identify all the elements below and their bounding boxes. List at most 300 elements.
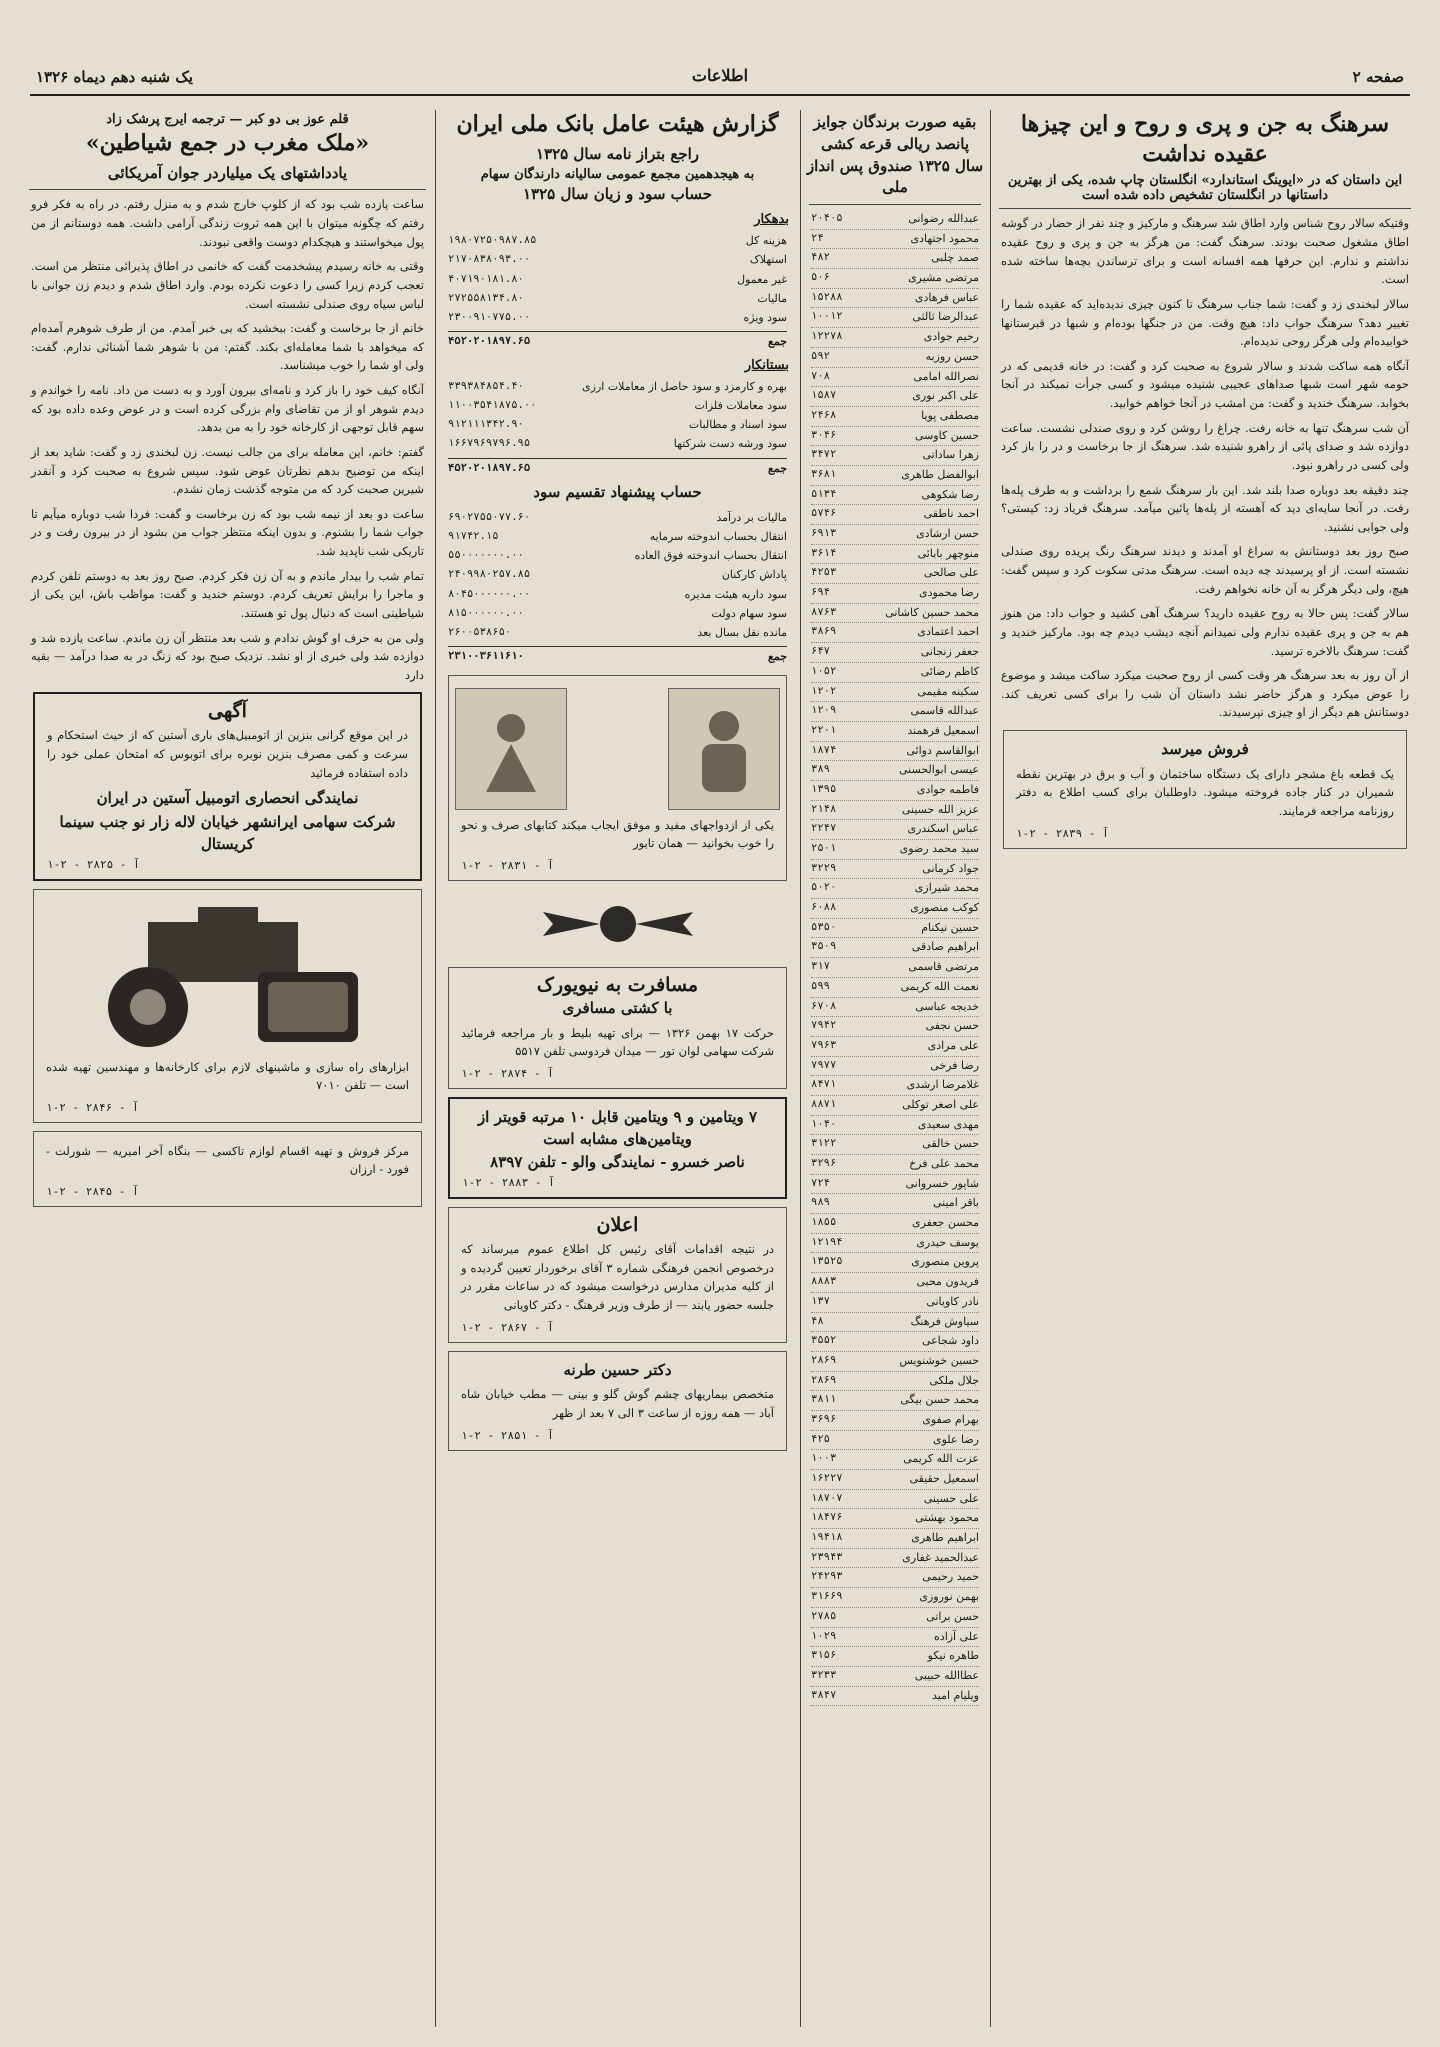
row-label: رضا محمودی: [918, 586, 979, 600]
row-value: ۱۲۰۲: [811, 684, 837, 697]
row-value: ۲۳۹۴۳: [811, 1550, 843, 1563]
row-label: حسن براتی: [926, 1609, 979, 1623]
table-row: [448, 565, 787, 584]
sale-ad: [1003, 730, 1407, 849]
sale-ad-title: فروش میرسد: [1161, 740, 1249, 758]
table-row: [811, 958, 979, 978]
row-value: ۲۴۲۹۳: [811, 1570, 843, 1583]
travel-ad-text: حرکت ۱۷ بهمن ۱۳۲۶ — برای تهیه بلیط و بار مراجعه فرمائید شرکت سهامی لوان تور — میدان فردوسی تلفن ۵۵۱۷: [461, 1025, 774, 1059]
row-value: ۲۵۰۱: [811, 842, 837, 854]
table-row: [448, 250, 787, 269]
table-row: [811, 1588, 979, 1608]
table-row: [811, 1076, 979, 1096]
row-value: ۲۶۰۰۵۳۸۶۵۰: [448, 626, 512, 639]
story-paragraph: آنگاه همه ساکت شدند و سالار شروع به صحبت کرد و گفت: در خانه قدیمی که در حومه شهر است شبها صداهای عجیبی شنیده میشود و کسی جرأت نمیکند در آنجا بخوابد. سرهنگ خندید و گفت: من امشب در آنجا خواهم خوابید.: [1001, 358, 1409, 410]
row-value: ۱۸۷۰۷: [811, 1491, 843, 1504]
table-row: [811, 998, 979, 1018]
row-value: ۲۴۶۸: [811, 408, 837, 421]
table-row: [811, 840, 979, 860]
row-label: مهدی سعیدی: [917, 1117, 979, 1131]
serial-column: [25, 110, 430, 2027]
row-value: ۲۳۰۰۹۱۰۷۷۵.۰۰: [448, 311, 531, 324]
row-label: محمد حسن بیگی: [900, 1393, 979, 1407]
row-label: رضا فرخی: [930, 1058, 979, 1072]
illustrated-ad: [448, 675, 787, 881]
row-value: ۳۱۲۲: [811, 1137, 837, 1150]
row-value: ۳۸۶۹: [811, 625, 837, 638]
story-paragraph: چند دقیقه بعد دوباره صدا بلند شد. این بار سرهنگ شمع را برداشت و به طرف پله‌ها رفت. در آنجا سایه‌ای دید که آهسته از پله‌ها پائین میآمد. سرهنگ فریاد زد: کیستی؟ ولی جوابی نشنید.: [1001, 482, 1409, 534]
row-label: محمد علی فرخ: [909, 1157, 979, 1170]
notice: [448, 1207, 787, 1343]
row-label: محمد شیرازی: [914, 881, 979, 895]
notice-title: اعلان: [596, 1214, 639, 1237]
table-row: [811, 1332, 979, 1352]
table-row: [811, 269, 979, 289]
austin-ad-line: نمایندگی انحصاری اتومبیل آستین در ایران: [96, 789, 359, 808]
table-row: [811, 210, 979, 230]
row-value: ۳۵۵۲: [811, 1334, 837, 1347]
row-label: جعفر زنجانی: [920, 645, 979, 659]
row-label: ابوالفضل طاهری: [901, 467, 979, 481]
divider: [29, 189, 426, 190]
row-value: ۲۲۰۱: [811, 723, 837, 736]
row-label: کاظم رضائی: [920, 664, 979, 678]
row-value: ۱۰۵۲: [811, 664, 837, 677]
row-value: ۷۹۴۲: [811, 1019, 837, 1032]
row-value: ۶۹۱۳: [811, 527, 837, 539]
row-value: ۲۸۶۹: [811, 1373, 837, 1386]
travel-ad-title: مسافرت به نیویورک: [536, 973, 699, 996]
row-value: ۶۷۰۸: [811, 999, 837, 1012]
winners-column: [805, 110, 985, 2027]
serial-subhead: یادداشتهای یک میلیاردر جوان آمریکائی: [107, 163, 348, 182]
table-row: [811, 505, 979, 525]
credit-total: [448, 458, 787, 478]
row-label: رضا شکوهی: [921, 487, 979, 501]
row-value: ۲۲۴۷: [811, 822, 837, 835]
table-row: [811, 1490, 979, 1510]
row-label: اسمعیل حقیقی: [909, 1472, 979, 1485]
row-value: ۸۷۶۳: [811, 605, 837, 618]
row-label: مرتضی مشیری: [908, 271, 979, 285]
table-row: [811, 289, 979, 309]
serial-paragraph: خانم از جا برخاست و گفت: ببخشید که بی خبر آمدم. من از طرف شوهرم آمده‌ام که میخواهد با شما معامله‌ای بکند. گفتم: من با شوهر شما آشنائی ندارم. گفت: ولی او شما را خوب میشناسد.: [31, 321, 424, 373]
credit-table: [448, 377, 787, 454]
doctor-ad: [448, 1351, 787, 1451]
table-row: [811, 879, 979, 899]
row-value: ۲۷۲۵۵۸۱۳۴.۸۰: [448, 291, 524, 304]
row-value: ۲۴: [811, 231, 824, 244]
author-line: قلم عوز بی دو کبر — ترجمه ایرج پرشک زاد: [106, 112, 349, 127]
row-label: حسین کاوسی: [914, 428, 979, 442]
row-value: ۳۳۹۳۸۴۸۵۴.۴۰: [448, 379, 524, 392]
row-label: مصطفی پویا: [921, 408, 979, 422]
serial-paragraph: گفتم: خانم، این معامله برای من جالب نیست. زن لبخندی زد و گفت: شاید بعد از اینکه من توضیح بدهم نظرتان عوض شود. سپس شروع به صحبت کرد و آنقدر شیرین صحبت کرد که من متوجه گذشت زمان نشدم.: [31, 444, 424, 497]
table-row: [811, 427, 979, 447]
row-label: احمد ناطقی: [923, 507, 979, 521]
row-label: بهره و کارمزد و سود حاصل از معاملات ارزی: [582, 379, 787, 393]
table-row: [811, 742, 979, 762]
row-label: حسین نیکنام: [921, 920, 979, 934]
row-label: محمود بهشتی: [915, 1511, 979, 1525]
row-label: هزینه کل: [745, 234, 787, 248]
table-row: [811, 1372, 979, 1392]
row-value: ۶۰۸۸: [811, 901, 837, 914]
row-value: ۷۹۶۳: [811, 1038, 837, 1051]
austin-ad-line: شرکت سهامی ایرانشهر خیابان لاله زار نو جنب سینما کریستال: [59, 813, 396, 853]
table-row: [811, 1155, 979, 1175]
row-value: ۳۰۴۶: [811, 428, 837, 441]
debit-label: بدهکار: [754, 212, 789, 228]
austin-ad: [33, 692, 422, 880]
ad-code: آ - ۲۸۲۵ - ۲-۱: [47, 857, 140, 871]
row-value: ۳۱۷: [811, 960, 830, 973]
table-row: [811, 328, 979, 348]
row-label: محسن جعفری: [911, 1216, 979, 1230]
table-row: [448, 231, 787, 250]
table-row: [811, 1057, 979, 1077]
row-value: ۵۹۹: [811, 979, 830, 992]
story-paragraph: از آن روز به بعد سرهنگ هر وقت کسی از روح صحبت میکرد ساکت میشد و موضوع را عوض میکرد و هرگز حاضر نشد داستان آن شب را برای کسی تعریف کند. دوستانش هم دیگر از او چیزی نپرسیدند.: [1001, 668, 1409, 720]
serial-paragraph: ساعت دو بعد از نیمه شب بود که زن برخاست و گفت: فردا شب دوباره میآیم تا جواب شما را بشنوم. و بدون اینکه منتظر جواب من بشود از در بیرون رفت و در تاریکی شب ناپدید شد.: [31, 506, 424, 559]
row-value: ۳۸۹: [811, 763, 830, 776]
austin-ad-text: در این موقع گرانی بنزین از اتومبیل‌های باری آستین که از حیث استحکام و سرعت و کمی مصرف بنزین نوبره برای اتوبوس که امتحان عملی خود را داده استفاده فرمائید: [47, 728, 408, 780]
row-label: علی حسینی: [923, 1491, 979, 1505]
table-row: [811, 1194, 979, 1214]
table-row: [811, 387, 979, 407]
row-label: سیاوش فرهنگ: [910, 1314, 979, 1328]
row-value: ۱۹۸۰۷۲۵۰۹۸۷.۸۵: [448, 234, 537, 247]
row-label: حسن روزبه: [925, 349, 979, 363]
row-value: ۱۸۵۵: [811, 1216, 837, 1229]
report-subhead: راجع بتراز نامه سال ۱۳۲۵: [535, 144, 700, 163]
total-label: جمع: [767, 461, 787, 475]
row-value: ۳۲۹۶: [811, 1157, 837, 1169]
row-value: ۱۰۰۱۲: [811, 310, 843, 323]
row-label: مالیات بر درآمد: [716, 510, 787, 524]
row-value: ۸۸۷۱: [811, 1097, 837, 1110]
ad-code: آ - ۲۸۵۱ - ۲-۱: [461, 1428, 554, 1442]
story-headline: سرهنگ به جن و پری و روح و این چیزها عقیده نداشت: [1020, 111, 1390, 167]
total-label: جمع: [767, 650, 787, 664]
total-value: ۴۵۲۰۲۰۱۸۹۷.۶۵: [448, 335, 531, 348]
table-row: [811, 1647, 979, 1667]
serial-paragraph: تمام شب را بیدار ماندم و به آن زن فکر کردم. صبح روز بعد به دوستم تلفن کردم و ماجرا را برایش تعریف کردم. دوستم خندید و گفت: مواظب باش، این یکی از شیاطینی است که دنبال پول تو هستند.: [31, 568, 424, 620]
report-headline: گزارش هیئت عامل بانک ملی ایران: [456, 111, 779, 137]
row-label: انتقال بحساب اندوخته سرمایه: [649, 529, 787, 543]
row-label: سود داریه هیئت مدیره: [684, 587, 787, 601]
doctor-ad-title: دکتر حسین طرنه: [563, 1360, 672, 1379]
row-label: حسن خالقی: [922, 1137, 979, 1151]
sale-ad-text: یک قطعه باغ مشجر دارای یک دستگاه ساختمان و آب و برق در بهترین نقطه شمیران در کنار جاده فروخته میشود. داوطلبان برای کسب اطلاع به دفتر روزنامه مراجعه فرمایند.: [1016, 766, 1394, 818]
table-row: [811, 1293, 979, 1313]
row-label: مالیات: [757, 291, 787, 305]
row-label: حسن نجفی: [925, 1019, 979, 1033]
table-row: [811, 308, 979, 328]
table-row: [811, 1450, 979, 1470]
winners-heading: بقیه صورت برندگان جوایز پانصد ریالی قرعه کشی سال ۱۳۲۵ صندوق پس انداز ملی: [806, 113, 984, 197]
row-label: غلامرضا ارشدی: [906, 1078, 979, 1092]
row-value: ۲۴۰۹۹۸۰۲۵۷.۸۵: [448, 568, 531, 581]
table-row: [811, 919, 979, 939]
table-row: [811, 1529, 979, 1549]
column-rule: [800, 110, 801, 2027]
debit-total: [448, 331, 787, 351]
row-value: ۵۷۴۶: [811, 507, 837, 520]
row-label: عیسی ابوالحسنی: [899, 763, 979, 777]
ad-text: یکی از ازدواجهای مفید و موفق ایجاب میکند کتابهای صرف و نحو را خوب بخوانید — همان تایور: [461, 817, 774, 851]
winged-emblem-icon: [538, 889, 698, 959]
row-label: عبدالرضا ثالثی: [912, 310, 979, 324]
row-label: شاپور خسروانی: [905, 1176, 979, 1190]
row-value: ۱۸۷۴: [811, 743, 837, 756]
divider: [999, 208, 1411, 209]
row-value: ۹۱۲۱۱۱۳۴۲.۹۰: [448, 418, 524, 431]
table-row: [811, 1391, 979, 1411]
road-roller-icon: [78, 902, 378, 1052]
story-column: [995, 110, 1415, 2027]
table-row: [448, 508, 787, 527]
row-label: عبدالحمید غفاری: [902, 1550, 979, 1564]
man-figure-image: [668, 688, 780, 810]
table-row: [811, 1568, 979, 1588]
total-value: ۴۵۲۰۲۰۱۸۹۷.۶۵: [448, 461, 531, 474]
row-value: ۱۹۴۱۸: [811, 1531, 843, 1544]
story-paragraph: سالار گفت: پس حالا به روح عقیده دارید؟ سرهنگ آهی کشید و جواب داد: من هنوز هم به جن و پری عقیده ندارم ولی نمیدانم آنچه دیشب دیدم چه بود. مارکیز خندید و گفت: سرهنگ بالاخره ترسید.: [1001, 606, 1409, 658]
divider: [809, 204, 981, 205]
row-value: ۳۸۴۷: [811, 1688, 837, 1701]
woman-silhouette-icon: [476, 704, 546, 794]
row-value: ۲۸۶۹: [811, 1353, 837, 1366]
proposal-table: [448, 508, 787, 643]
table-row: [811, 1687, 979, 1707]
row-value: ۸۰۴۵۰۰۰۰۰۰.۰۰: [448, 587, 531, 600]
issue-date: یک شنبه دهم دیماه ۱۳۲۶: [36, 68, 193, 86]
story-paragraph: صبح روز بعد دوستانش به سراغ او آمدند و دیدند سرهنگ رنگ پریده روی صندلی نشسته است. از او پرسیدند چه دیده است. سرهنگ مدتی سکوت کرد و سپس گفت: هیچ، ولی دیگر هرگز به آن خانه نخواهم رفت.: [1001, 544, 1409, 596]
table-row: [811, 1273, 979, 1293]
serial-paragraph: وقتی به خانه رسیدم پیشخدمت گفت که خانمی در اطاق پذیرائی منتظر من است. تعجب کردم زیرا کسی را دعوت نکرده بودم. وارد اطاق شدم و دیدم زن جوانی با لباس سیاه روی صندلی نشسته است.: [31, 259, 424, 311]
roller-ad: [33, 889, 422, 1123]
bank-report-column: [440, 110, 795, 2027]
row-value: ۶۹۰۲۷۵۵۰۷۷.۶۰: [448, 510, 531, 523]
row-value: ۶۴۷: [811, 645, 830, 658]
vitamin-ad: [448, 1097, 787, 1199]
row-label: احمد اعتمادی: [917, 625, 979, 639]
row-label: استهلاک: [749, 253, 787, 267]
row-label: سود سهام دولت: [711, 606, 787, 620]
row-value: ۵۰۲۰: [811, 881, 837, 894]
row-label: حسن ارشادی: [916, 527, 979, 540]
table-row: [811, 564, 979, 584]
column-rule: [435, 110, 436, 2027]
winners-list: [811, 210, 979, 1706]
row-label: عبدالله رضوانی: [908, 212, 979, 225]
table-row: [448, 308, 787, 327]
table-row: [811, 722, 979, 742]
story-paragraph: آن شب سرهنگ تنها به خانه رفت. چراغ را روشن کرد و روی صندلی نشست. ساعت دوازده شد و صدای پائی از راهرو شنیده شد. سرهنگ از جا برخاست و در را باز کرد ولی کسی در راهرو نبود.: [1001, 420, 1409, 472]
table-row: [448, 527, 787, 546]
row-value: ۶۹۴: [811, 586, 830, 599]
row-value: ۱۰۴۰: [811, 1117, 837, 1130]
row-value: ۱۳۵۲۵: [811, 1255, 843, 1268]
row-label: علی اصغر توکلی: [902, 1097, 979, 1111]
table-row: [811, 801, 979, 821]
row-label: عباس فرهادی: [914, 290, 979, 304]
table-row: [448, 377, 787, 396]
table-row: [811, 604, 979, 624]
row-label: محمود اجتهادی: [910, 231, 979, 245]
roller-ad-text: ابزارهای راه سازی و ماشینهای لازم برای کارخانه‌ها و مهندسین تهیه شده است — تلفن ۷۰۱۰: [46, 1059, 409, 1093]
row-label: زهرا ساداتی: [922, 448, 979, 462]
row-label: فاطمه جوادی: [916, 782, 979, 796]
row-value: ۳۲۳۳: [811, 1668, 837, 1681]
doctor-ad-text: متخصص بیماریهای چشم گوش گلو و بینی — مطب خیابان شاه آباد — همه روزه از ساعت ۳ الی ۷ بعد از ظهر: [461, 1387, 774, 1421]
row-value: ۱۵۸۷: [811, 389, 837, 402]
row-value: ۲۱۷۰۸۳۸۰۹۳.۰۰: [448, 253, 531, 266]
row-value: ۸۴۷۱: [811, 1078, 837, 1091]
table-row: [448, 289, 787, 308]
row-label: سود ورشه دست شرکتها: [673, 437, 787, 451]
row-value: ۷۹۷۷: [811, 1058, 837, 1071]
row-value: ۳۴۷۲: [811, 448, 837, 461]
row-label: حسین خوشنویس: [899, 1353, 979, 1367]
row-label: پاداش کارکنان: [721, 568, 787, 582]
row-label: رحیم جوادی: [923, 330, 979, 344]
row-label: ویلیام امید: [931, 1688, 979, 1702]
row-label: کوکب منصوری: [910, 901, 979, 915]
row-value: ۱۵۲۸۸: [811, 290, 843, 303]
travel-ad: [448, 967, 787, 1089]
row-label: سید محمد رضوی: [899, 842, 979, 855]
row-label: ابراهیم صادقی: [911, 940, 979, 954]
row-label: منوچهر بابائی: [917, 546, 979, 560]
table-row: [448, 623, 787, 642]
table-row: [448, 270, 787, 289]
table-row: [811, 1470, 979, 1490]
story-subhead: این داستان که در «ایوینگ استاندارد» انگلستان چاپ شده، یکی از بهترین داستانها در انگلستان تشخیص داده شده است: [1007, 173, 1403, 204]
row-value: ۷۰۸: [811, 369, 830, 382]
row-label: صمد چلبی: [931, 251, 979, 265]
table-row: [448, 604, 787, 623]
table-row: [811, 1214, 979, 1234]
row-label: اسمعیل فرهمند: [907, 723, 979, 737]
row-value: ۳۶۱۴: [811, 546, 837, 559]
table-row: [811, 663, 979, 683]
story-paragraph: سالار لبخندی زد و گفت: شما جناب سرهنگ تا کنون چیزی ندیده‌اید که عقیده شما را تغییر دهد؟ سرهنگ جواب داد: هیچ وقت. من در جنگها بوده‌ام و شبها در قبرستانها خوابیده‌ام ولی هرگز روحی ندیده‌ام.: [1001, 296, 1409, 349]
table-row: [811, 899, 979, 919]
proposal-title: حساب پیشنهاد تقسیم سود: [533, 482, 702, 501]
ad-code: آ - ۲۸۴۶ - ۲-۱: [46, 1100, 139, 1114]
row-label: غیر معمول: [737, 272, 787, 286]
row-value: ۱۲۰۹: [811, 704, 837, 717]
table-row: [448, 646, 787, 666]
table-row: [811, 1431, 979, 1451]
credit-label: بستانکار: [744, 357, 789, 373]
table-row: [811, 249, 979, 269]
ad-code: آ - ۲۸۴۵ - ۲-۱: [46, 1185, 139, 1199]
row-value: ۱۰۰۳: [811, 1452, 837, 1465]
row-label: خدیجه عباسی: [915, 999, 979, 1013]
table-row: [811, 820, 979, 840]
row-value: ۸۱۵۰۰۰۰۰۰.۰۰: [448, 606, 524, 619]
row-label: عزیز الله حسینی: [901, 802, 979, 816]
table-row: [448, 396, 787, 415]
row-label: سود اسناد و مطالبات: [688, 418, 787, 432]
table-row: [811, 623, 979, 643]
ad-code: آ - ۲۸۸۳ - ۲-۱: [462, 1176, 555, 1190]
row-value: ۵۹۲: [811, 349, 830, 362]
row-label: ابوالقاسم دوائی: [906, 743, 979, 757]
table-row: [811, 466, 979, 486]
row-label: یوسف حیدری: [916, 1235, 979, 1249]
ad-code: آ - ۲۸۶۷ - ۲-۱: [461, 1320, 554, 1334]
table-row: [811, 525, 979, 545]
taxi-ad-text: مرکز فروش و تهیه اقسام لوازم تاکسی — بنگاه آخر امیریه — شورلت - فورد - ارزان: [46, 1143, 409, 1177]
ad-artwork: [455, 688, 780, 810]
row-value: ۸۸۸۳: [811, 1275, 837, 1288]
row-value: ۴۸: [811, 1314, 824, 1327]
table-row: [811, 584, 979, 604]
table-row: [811, 407, 979, 427]
row-label: عبدالله قاسمی: [910, 704, 979, 718]
table-row: [811, 1253, 979, 1273]
table-row: [448, 331, 787, 351]
row-value: ۴۲۵: [811, 1432, 830, 1445]
row-label: محمد حسین کاشانی: [885, 605, 979, 619]
row-label: بهرام صفوی: [922, 1412, 979, 1426]
debit-table: [448, 231, 787, 327]
row-label: رضا علوی: [933, 1432, 979, 1446]
row-label: پروین منصوری: [911, 1255, 979, 1269]
report-subhead: به هیجدهمین مجمع عمومی سالیانه دارندگان سهام: [480, 167, 755, 183]
row-label: علی مرادی: [927, 1038, 979, 1052]
table-row: [448, 458, 787, 478]
serial-paragraph: ولی من به حرف او گوش ندادم و شب بعد منتظر آن زن ماندم. ساعت یازده شد و دوازده شد ولی خبری از او نشد. نزدیک صبح بود که زنگ در به صدا درآمد — بقیه دارد: [31, 630, 424, 682]
taxi-ad: [33, 1131, 422, 1207]
row-label: مرتضی قاسمی: [908, 960, 979, 974]
row-label: سود ویژه: [743, 311, 787, 325]
row-label: علی اکبر نوری: [912, 389, 979, 403]
row-value: ۲۰۴۰۵: [811, 212, 843, 224]
paper-title: اطلاعات: [691, 66, 749, 85]
table-row: [811, 643, 979, 663]
row-value: ۳۱۵۶: [811, 1649, 837, 1662]
table-row: [811, 446, 979, 466]
row-label: نعمت الله کریمی: [900, 979, 979, 993]
row-label: نادر کاویانی: [926, 1294, 979, 1308]
row-label: علی صالحی: [923, 566, 979, 580]
vitamin-ad-line: ناصر خسرو - نمایندگی والو - تلفن ۸۳۹۷: [490, 1153, 745, 1172]
ad-code: آ - ۲۸۳۱ - ۲-۱: [461, 858, 554, 872]
table-row: [811, 368, 979, 388]
table-row: [811, 230, 979, 250]
row-label: ابراهیم طاهری: [911, 1531, 979, 1545]
ad-code: آ - ۲۸۳۹ - ۲-۱: [1016, 826, 1109, 840]
table-row: [448, 585, 787, 604]
man-silhouette-icon: [689, 704, 759, 794]
row-value: ۳۶۹۶: [811, 1412, 837, 1425]
vitamin-ad-title: ۷ ویتامین و ۹ ویتامین قابل ۱۰ مرتبه قویتر از ویتامین‌های مشابه است: [477, 1107, 758, 1148]
row-value: ۳۲۲۹: [811, 861, 837, 874]
table-row: [811, 1509, 979, 1529]
row-label: جلال ملکی: [929, 1373, 979, 1387]
row-value: ۳۸۱۱: [811, 1393, 837, 1406]
row-value: ۹۸۹: [811, 1196, 830, 1209]
table-row: [811, 1549, 979, 1569]
table-row: [811, 1628, 979, 1648]
row-label: داود شجاعی: [921, 1334, 979, 1348]
proposal-total: [448, 646, 787, 666]
